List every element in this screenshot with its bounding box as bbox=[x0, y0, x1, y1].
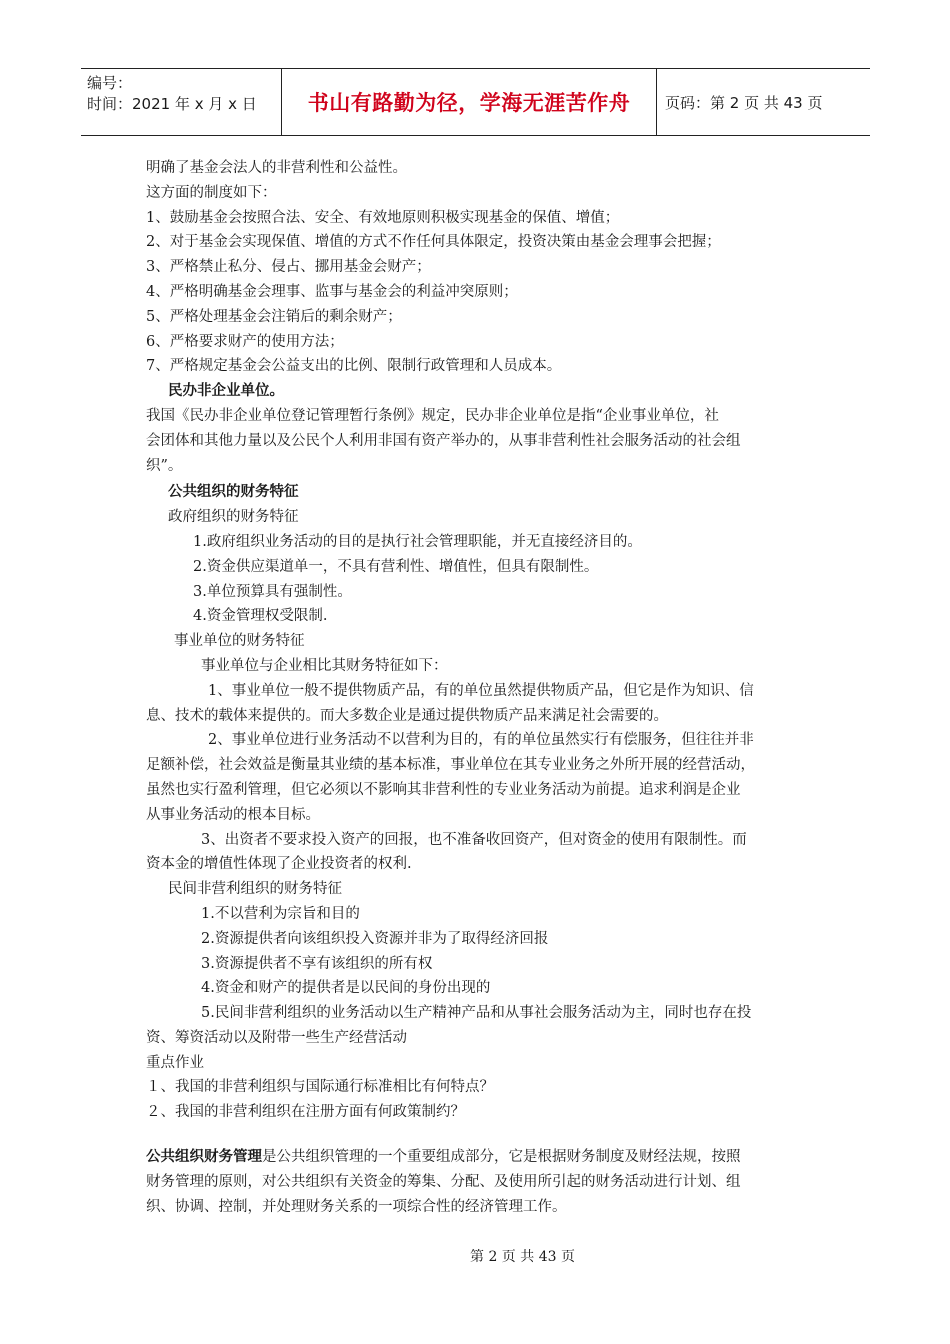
definition-line bbox=[146, 1145, 826, 1170]
definition-term: 公共组织财务管理 bbox=[146, 1149, 262, 1166]
homework-item: ２、我国的非营利组织在注册方面有何政策制约？ bbox=[146, 1104, 465, 1121]
inst-intro: 事业单位与企业相比其财务特征如下： bbox=[201, 657, 448, 674]
inst-p2-line: 虽然也实行盈利管理，但它必须以不影响其非营利性的专业业务活动为前提。追求利润是企业 bbox=[146, 781, 741, 798]
spacer bbox=[146, 1125, 826, 1145]
inst-p2-line: 从事业务活动的根本目标。 bbox=[146, 806, 320, 823]
finance-heading: 公共组织的财务特征 bbox=[168, 484, 299, 501]
system-item: 5、严格处理基金会注销后的剩余财产； bbox=[146, 308, 402, 325]
npo-heading: 民间非营利组织的财务特征 bbox=[168, 881, 342, 898]
system-item: 2、对于基金会实现保值、增值的方式不作任何具体限定，投资决策由基金会理事会把握； bbox=[146, 234, 721, 251]
homework-heading: 重点作业 bbox=[146, 1054, 204, 1071]
gov-item: 4.资金管理权受限制. bbox=[193, 608, 328, 625]
definition-line: 织、协调、控制，并处理财务关系的一项综合性的经济管理工作。 bbox=[146, 1198, 567, 1215]
intro-line: 明确了基金会法人的非营利性和公益性。 bbox=[146, 160, 407, 176]
minban-para-line: 会团体和其他力量以及公民个人利用非国有资产举办的，从事非营利性社会服务活动的社会组 bbox=[146, 432, 741, 449]
document-body bbox=[146, 156, 826, 1219]
npo-item: 3.资源提供者不享有该组织的所有权 bbox=[201, 955, 433, 972]
inst-p2-line: 足额补偿，社会效益是衡量其业绩的基本标准，事业单位在其专业业务之外所开展的经营活动， bbox=[146, 757, 755, 774]
system-item: 6、严格要求财产的使用方法； bbox=[146, 333, 344, 350]
system-item: 4、严格明确基金会理事、监事与基金会的利益冲突原则； bbox=[146, 283, 518, 300]
definition-line: 财务管理的原则，对公共组织有关资金的筹集、分配、及使用所引起的财务活动进行计划、组 bbox=[146, 1173, 741, 1190]
gov-item: 1.政府组织业务活动的目的是执行社会管理职能，并无直接经济目的。 bbox=[193, 533, 642, 550]
footer-page-number: 第 2 页 共 43 页 bbox=[470, 1249, 575, 1265]
system-item: 7、严格规定基金会公益支出的比例、限制行政管理和人员成本。 bbox=[146, 358, 562, 375]
page-header bbox=[81, 68, 870, 136]
definition-text: 是公共组织管理的一个重要组成部分，它是根据财务制度及财经法规，按照 bbox=[262, 1149, 741, 1166]
inst-p3-line: 3、出资者不要求投入资产的回报，也不准备收回资产，但对资金的使用有限制性。而 bbox=[201, 831, 747, 848]
inst-p2-line: 2、事业单位进行业务活动不以营利为目的，有的单位虽然实行有偿服务，但往往并非 bbox=[208, 732, 754, 749]
npo-item: 4.资金和财产的提供者是以民间的身份出现的 bbox=[201, 980, 491, 997]
system-item: 3、严格禁止私分、侵占、挪用基金会财产； bbox=[146, 259, 431, 276]
inst-heading: 事业单位的财务特征 bbox=[174, 633, 305, 650]
header-motto: 书山有路勤为径，学海无涯苦作舟 bbox=[282, 69, 657, 135]
homework-item: １、我国的非营利组织与国际通行标准相比有何特点？ bbox=[146, 1079, 494, 1096]
system-item: 1、鼓励基金会按照合法、安全、有效地原则积极实现基金的保值、增值； bbox=[146, 209, 620, 226]
inst-p1-line: 息、技术的载体来提供的。而大多数企业是通过提供物质产品来满足社会需要的。 bbox=[146, 707, 668, 724]
minban-para-line: 我国《民办非企业单位登记管理暂行条例》规定，民办非企业单位是指“企业事业单位，社 bbox=[146, 407, 719, 424]
minban-heading: 民办非企业单位。 bbox=[168, 383, 284, 400]
npo-item: 1.不以营利为宗旨和目的 bbox=[201, 905, 360, 922]
system-title: 这方面的制度如下： bbox=[146, 184, 277, 201]
npo-item5-line: 5.民间非营利组织的业务活动以生产精神产品和从事社会服务活动为主，同时也存在投 bbox=[201, 1005, 752, 1022]
inst-p3-line: 资本金的增值性体现了企业投资者的权利. bbox=[146, 856, 412, 873]
minban-para-line: 织”。 bbox=[146, 457, 183, 474]
npo-item5-line: 资、筹资活动以及附带一些生产经营活动 bbox=[146, 1029, 407, 1046]
time-label: 时间：2021 年 x 月 x 日 bbox=[87, 95, 257, 113]
inst-p1-line: 1、事业单位一般不提供物质产品，有的单位虽然提供物质产品，但它是作为知识、信 bbox=[208, 682, 754, 699]
page-footer bbox=[0, 1246, 950, 1266]
number-label: 编号： bbox=[87, 74, 133, 92]
header-page-info: 页码：第 2 页 共 43 页 bbox=[665, 93, 823, 112]
npo-item: 2.资源提供者向该组织投入资源并非为了取得经济回报 bbox=[201, 930, 549, 947]
header-meta bbox=[81, 69, 282, 135]
gov-heading: 政府组织的财务特征 bbox=[168, 509, 299, 526]
gov-item: 2.资金供应渠道单一，不具有营利性、增值性，但具有限制性。 bbox=[193, 558, 599, 575]
gov-item: 3.单位预算具有强制性。 bbox=[193, 583, 352, 600]
